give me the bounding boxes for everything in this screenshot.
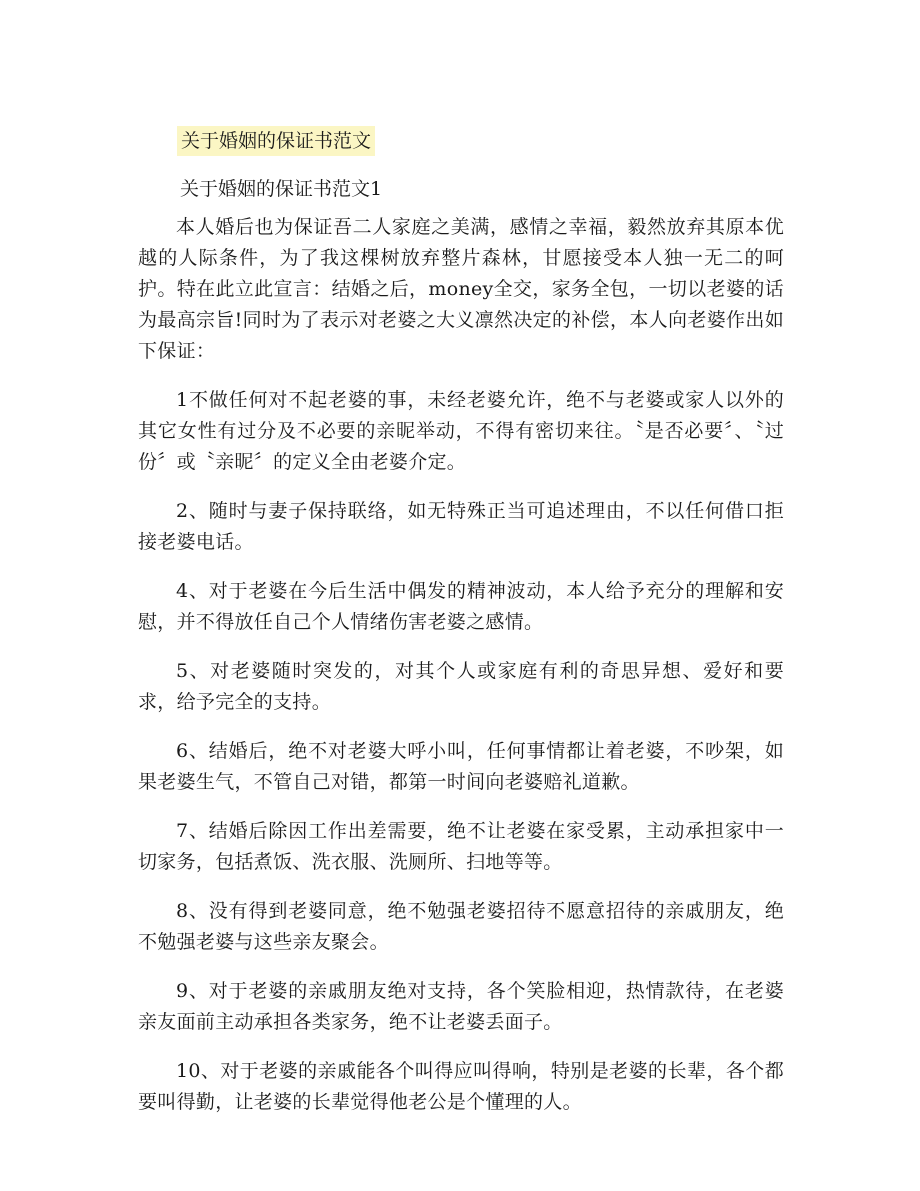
- paragraph-item-7: 7、结婚后除因工作出差需要，绝不让老婆在家受累，主动承担家中一切家务，包括煮饭、洗衣服、洗厕所、扫地等等。: [138, 820, 784, 873]
- paragraph-item-10: 10、对于老婆的亲戚能各个叫得应叫得响，特别是老婆的长辈，各个都要叫得勤，让老婆的长辈觉得他老公是个懂理的人。: [138, 1060, 784, 1113]
- paragraph-item-1: 1不做任何对不起老婆的事，未经老婆允许，绝不与老婆或家人以外的其它女性有过分及不必要的亲昵举动，不得有密切来往。〝是否必要〞、〝过份〞或〝亲昵〞的定义全由老婆介定。: [138, 389, 784, 473]
- paragraph-item-4: 4、对于老婆在今后生活中偶发的精神波动，本人给予充分的理解和安慰，并不得放任自己个人情绪伤害老婆之感情。: [138, 580, 784, 633]
- document-title: 关于婚姻的保证书范文: [177, 126, 375, 156]
- paragraph-item-8: 8、没有得到老婆同意，绝不勉强老婆招待不愿意招待的亲戚朋友，绝不勉强老婆与这些亲友聚会。: [138, 900, 784, 953]
- paragraph-intro: 本人婚后也为保证吾二人家庭之美满，感情之幸福，毅然放弃其原本优越的人际条件，为了我这棵树放弃整片森林，甘愿接受本人独一无二的呵护。特在此立此宣言：结婚之后，money全交，家务全包，一切以老婆的话为最高宗旨!同时为了表示对老婆之大义凛然决定的补偿，本人向老婆作出如下保证：: [138, 216, 784, 362]
- paragraph-item-2: 2、随时与妻子保持联络，如无特殊正当可追述理由，不以任何借口拒接老婆电话。: [138, 500, 784, 553]
- document-subtitle: 关于婚姻的保证书范文1: [180, 178, 383, 200]
- paragraph-item-5: 5、对老婆随时突发的，对其个人或家庭有利的奇思异想、爱好和要求，给予完全的支持。: [138, 660, 784, 713]
- document-body: [138, 212, 784, 1136]
- paragraph-item-6: 6、结婚后，绝不对老婆大呼小叫，任何事情都让着老婆，不吵架，如果老婆生气，不管自己对错，都第一时间向老婆赔礼道歉。: [138, 740, 784, 793]
- paragraph-item-9: 9、对于老婆的亲戚朋友绝对支持，各个笑脸相迎，热情款待，在老婆亲友面前主动承担各类家务，绝不让老婆丢面子。: [138, 980, 784, 1033]
